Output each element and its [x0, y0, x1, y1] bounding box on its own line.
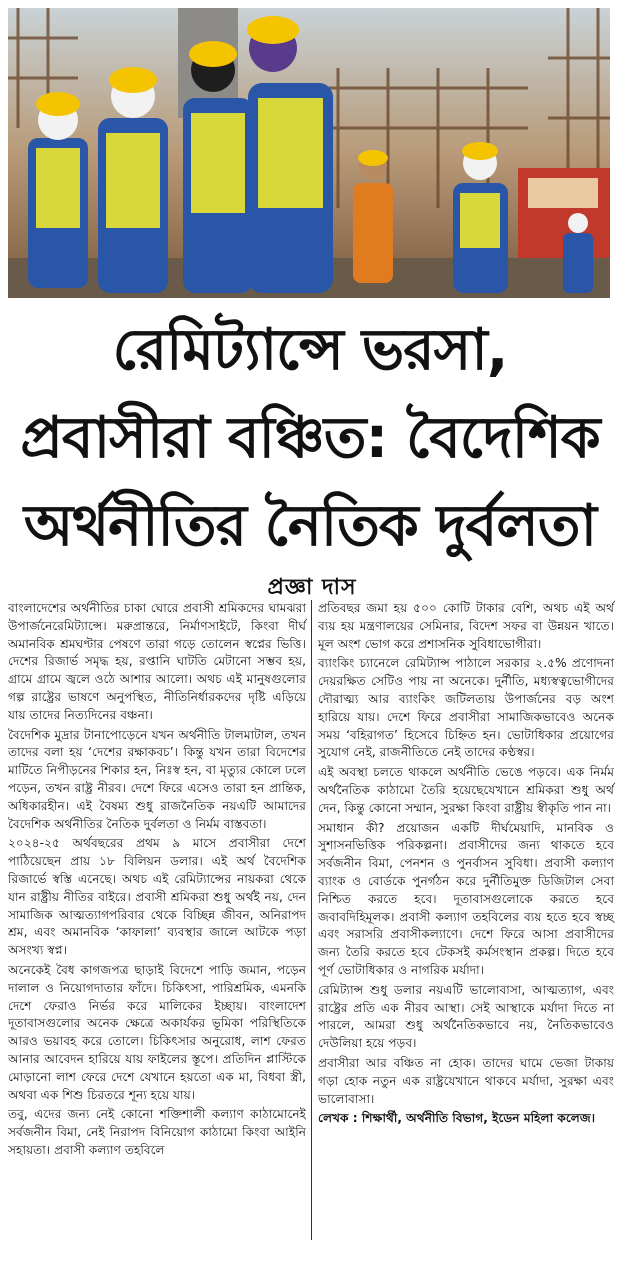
paragraph: এই অবস্থা চলতে থাকলে অর্থনীতি ভেঙে পড়বে। এক নির্মম অর্থনৈতিক কাঠামো তৈরি হয়েছেযেখানে শ্রমিকরা শুধু অর্থ দেন, কিন্তু কোনো সম্মান, সুরক্ষা কিংবা রাষ্ট্রীয় স্বীকৃতি পান না।: [318, 765, 614, 815]
headline-line-3: অর্থনীতির নৈতিক দুর্বলতা: [23, 493, 597, 559]
paragraph: বাংলাদেশের অর্থনীতির চাকা ঘোরে প্রবাসী শ্রমিকদের ঘামঝরা উপার্জনেরেমিট্যান্সে। মরুপ্রান্তরে, নির্মাণসাইটে, কিংবা দীর্ঘ অমানবিক শ্রমঘণ্টার পেষণে তারা গড়ে তোলেন স্বপ্নের ভিত্তি। দেশের রিজার্ভ সমৃদ্ধ হয়, রপ্তানি ঘাটতি মেটানো সম্ভব হয়, গ্রামে গ্রামে জ্বলে ওঠে আশার আলো। অথচ এই মানুষগুলোর গল্প রাষ্ট্রের ভাষণে অনুপস্থিত, নীতিনির্ধারকদের দৃষ্টি এড়িয়ে যায় তাদের নিত্যদিনের বঞ্চনা।: [8, 601, 306, 722]
column-divider: [311, 600, 312, 1240]
paragraph: সমাধান কী? প্রয়োজন একটি দীর্ঘমেয়াদি, মানবিক ও সুশাসনভিত্তিক পরিকল্পনা। প্রবাসীদের জন্য থাকতে হবে সর্বজনীন বিমা, পেনশন ও পুনর্বাসন সুবিধা। প্রবাসী কল্যাণ ব্যাংক ও বোর্ডকে পুনর্গঠন করে দুর্নীতিমুক্ত ডিজিটাল সেবা নিশ্চিত করতে হবে। দূতাবাসগুলোকে করতে হবে জবাবদিহিমূলক। প্রবাসী কল্যাণ তহবিলের ব্যয় হতে হবে স্বচ্ছ এবং সরাসরি প্রবাসীকল্যাণে। দেশে ফিরে আসা প্রবাসীদের জন্য তৈরি করতে হবে টেকসই কর্মসংস্থান প্রকল্প। দিতে হবে পূর্ণ ভোটাধিকার ও নাগরিক মর্যাদা।: [318, 820, 614, 977]
paragraph: ব্যাংকিং চ্যানেলে রেমিট্যান্স পাঠালে সরকার ২.৫% প্রণোদনা দেয়রক্ষিত সেটিও পায় না অনেকে। দুর্নীতি, মধ্যস্বত্বভোগীদের দৌরাত্ম্য আর ব্যাংকিং জটিলতায় উপার্জনের বড় অংশ হারিয়ে যায়। দেশে ফিরে প্রবাসীরা সামাজিকভাবেও অনেক সময় ‘বহিরাগত’ হিসেবে চিহ্নিত হন। ভোটাধিকার প্রয়োগের সুযোগ নেই, রাজনীতিতে নেই তাদের কণ্ঠস্বর।: [318, 656, 614, 760]
right-column: [318, 600, 614, 1130]
paragraph: ২০২৪-২৫ অর্থবছরের প্রথম ৯ মাসে প্রবাসীরা দেশে পাঠিয়েছেন প্রায় ১৮ বিলিয়ন ডলার। এই অর্থ বৈদেশিক রিজার্ভে স্বস্তি এনেছে। অথচ এই রেমিট্যান্সের নায়করা থেকে যান রাষ্ট্রীয় নীতির বাইরে। প্রবাসী শ্রমিকরা শুধু অর্থই নয়, দেন সামাজিক আত্মত্যাগপরিবার থেকে বিচ্ছিন্ন জীবন, অনিরাপদ শ্রম, এবং অমানবিক ‘কাফালা’ ব্যবস্থার জালে আটকে পড়া অসংখ্য স্বপ্ন।: [8, 836, 306, 958]
construction-workers-photo: [8, 8, 610, 298]
paragraph: প্রবাসীরা আর বঞ্চিত না হোক। তাদের ঘামে ভেজা টাকায় গড়া হোক নতুন এক রাষ্ট্রযেখানে থাকবে মর্যাদা, সুরক্ষা এবং ভালোবাসা।: [318, 1055, 614, 1106]
paragraph: তবু, এদের জন্য নেই কোনো শক্তিশালী কল্যাণ কাঠামোনেই সর্বজনীন বিমা, নেই নিরাপদ বিনিয়োগ কাঠামো কিংবা আইনি সহায়তা। প্রবাসী কল্যাণ তহবিলে: [8, 1107, 306, 1157]
paragraph: প্রতিবছর জমা হয় ৫০০ কোটি টাকার বেশি, অথচ এই অর্থ ব্যয় হয় মন্ত্রণালয়ের সেমিনার, বিদেশ সফর বা উন্নয়ন খাতে। মূল অংশ ভোগ করে প্রশাসনিক সুবিধাভোগীরা।: [318, 601, 614, 651]
author-note: লেখক : শিক্ষার্থী, অর্থনীতি বিভাগ, ইডেন মহিলা কলেজ।: [318, 1111, 596, 1126]
headline: [8, 306, 612, 570]
paragraph: বৈদেশিক মুদ্রার টানাপোড়েনে যখন অর্থনীতি টালমাটাল, তখন তাদের বলা হয় ‘দেশের রক্ষাকবচ’। কিন্তু যখন তারা বিদেশের মাটিতে নিপীড়নের শিকার হন, নিঃস্ব হন, বা মৃত্যুর কোলে ঢলে পড়েন, তখন রাষ্ট্র নীরব। দেশে ফিরে এসেও তারা হন প্রান্তিক, অধিকারহীন। এই বৈষম্য শুধু রাজনৈতিক নয়এটি আমাদের বৈদেশিক অর্থনীতির নৈতিক দুর্বলতা ও নির্মম বাস্তবতা।: [8, 727, 306, 831]
byline: প্রজ্ঞা দাস: [267, 575, 357, 600]
paragraph: রেমিট্যান্স শুধু ডলার নয়এটি ভালোবাসা, আত্মত্যাগ, এবং রাষ্ট্রের প্রতি এক নীরব আস্থা। সেই আস্থাকে মর্যাদা দিতে না পারলে, আমরা শুধু অর্থনৈতিকভাবে নয়, নৈতিকভাবেও দেউলিয়া হয়ে পড়ব।: [318, 982, 614, 1051]
headline-line-1: রেমিট্যান্সে ভরসা,: [112, 317, 508, 383]
headline-line-2: প্রবাসীরা বঞ্চিত: বৈদেশিক: [20, 405, 600, 471]
paragraph: অনেকেই বৈধ কাগজপত্র ছাড়াই বিদেশে পাড়ি জমান, পড়েন দালাল ও নিয়োগদাতার ফাঁদে। চিকিৎসা, পারিশ্রমিক, এমনকি দেশে ফেরাও নির্ভর করে মালিকের ইচ্ছায়। বাংলাদেশ দূতাবাসগুলোর অনেক ক্ষেত্রে অকার্যকর ভূমিকা পরিস্থিতিকে আরও ভয়াবহ করে তোলে। চিকিৎসার অনুরোধ, লাশ ফেরত আনার আবেদন হারিয়ে যায় ফাইলের স্তূপে। প্রতিদিন প্লাস্টিকে মোড়ানো লাশ ফেরে দেশে যেখানে হয়তো এক মা, বিধবা স্ত্রী, অথবা এক শিশু চিরতরে শূন্য হয়ে যায়।: [8, 962, 306, 1102]
left-column: [8, 600, 306, 1162]
